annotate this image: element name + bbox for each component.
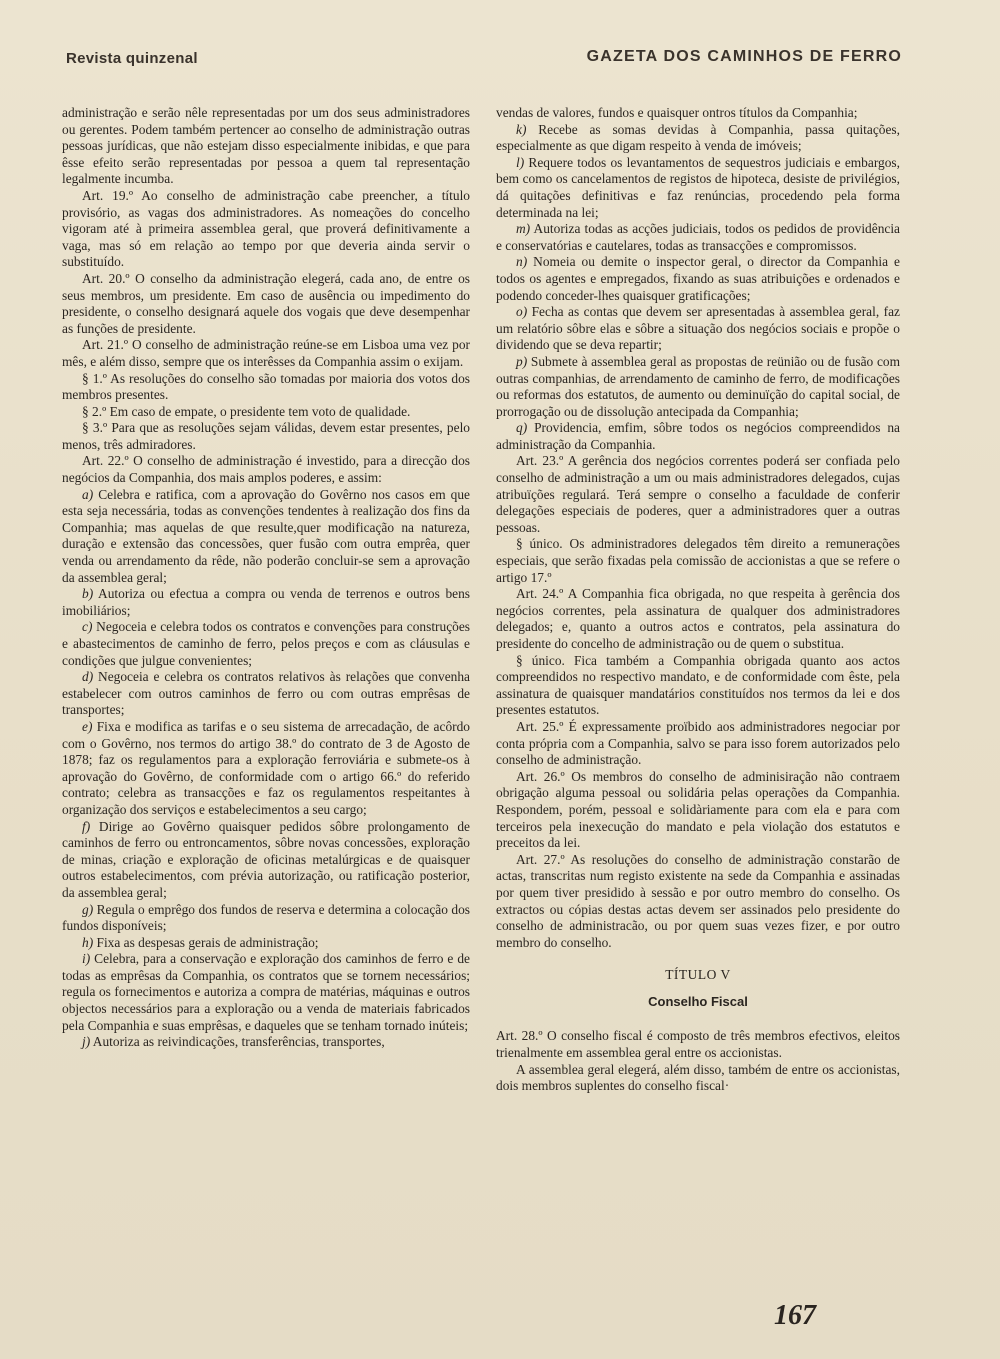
paragraph [62, 453, 470, 486]
header-right: GAZETA DOS CAMINHOS DE FERRO [586, 48, 902, 65]
paragraph-text: administração e serão nêle representadas por um dos seus administradores ou gerentes. Podem também pertencer ao conselho de administração outras pessoas jurídicas, que não estejam disso especialmente inibidas, e que para êsse efeito serão representadas por pessoa a quem tal representação legalmente incumba. [62, 105, 470, 187]
paragraph-text: Autoriza ou efectua a compra ou venda de terrenos e outros bens imobiliários; [62, 586, 470, 618]
item-label: q) [516, 420, 528, 436]
paragraph [62, 487, 470, 587]
item-label: c) [82, 619, 93, 635]
paragraph-text: vendas de valores, fundos e quaisquer ontros títulos da Companhia; [496, 105, 858, 120]
paragraph [496, 155, 900, 221]
paragraph [496, 122, 900, 155]
paragraph-text: Autoriza todas as acções judiciais, todos os pedidos de providência e conservatórias e cautelares, todas as transacções e compromissos. [496, 221, 900, 253]
paragraph-text: Celebra e ratifica, com a aprovação do Govêrno nos casos em que esta seja necessária, todas as convenções tendentes à realização dos fins da Companhia; mas aquelas de que resulte,quer modificação na natureza, duração e extensão das concessões, quer fusão com outra emprêa, quer venda ou arrendamento da rêde, não poderão concluir-se sem a aprovação da assemblea geral; [62, 486, 470, 585]
paragraph-text: Providencia, emfim, sôbre todos os negócios compreendidos na administração da Companhia. [496, 420, 900, 452]
item-label: l) [516, 154, 525, 170]
item-label: a) [82, 486, 94, 502]
section-subtitle: Conselho Fiscal [648, 993, 748, 1009]
item-label: o) [516, 304, 528, 320]
paragraph-text: Art. 21.º O conselho de administração reúne-se em Lisboa uma vez por mês, e além disso, sempre que os interêsses da Companhia assim o exijam. [62, 337, 470, 369]
item-label: i) [82, 951, 91, 967]
paragraph-text: Fecha as contas que devem ser apresentadas à assemblea geral, faz um relatório sôbre elas e sôbre a situação dos negócios sociais e propõe o dividendo que se deva repartir; [496, 304, 900, 353]
paragraph-text: A assemblea geral elegerá, além disso, também de entre os accionistas, dois membros suplentes do conselho fiscal· [496, 1061, 900, 1094]
paragraph [62, 935, 470, 952]
paragraph [62, 951, 470, 1034]
paragraph [496, 769, 900, 852]
paragraph-text: Art. 28.º O conselho fiscal é composto de três membros efectivos, eleitos trienalmente em assemblea geral entre os accionistas. [496, 1028, 900, 1061]
item-label: g) [82, 901, 94, 917]
paragraph-text: Celebra, para a conservação e exploração dos caminhos de ferro e de todas as emprêsas da Companhia, os contratos que se tornem necessários; regula os fornecimentos e autoriza a compra de matérias, máquinas e outros objectos necessários para a exploração ou a venda de materiais fabricados pela Companhia e suas emprêsas, e daqueles que se tenham tornado inúteis; [62, 951, 470, 1033]
paragraph-text: Art. 23.º A gerência dos negócios correntes poderá ser confiada pelo conselho de administração a um ou mais administradores delegados, cujas atribuïções regulará. Terá sempre o conselho a faculdade de conferir delegações especiais de poderes, quer a administradores quer a outras pessoas. [496, 453, 900, 535]
paragraph [62, 105, 470, 188]
paragraph [62, 1034, 470, 1051]
paragraph [496, 1062, 900, 1095]
paragraph-text: Art. 26.º Os membros do conselho de adminisiração não contraem obrigação alguma pessoal ou solidária pelas operações da Companhia. Respondem, porém, pessoal e solidàriamente para com ela e para com terceiros pela inexecução do mandato e pela violação dos estatutos e preceitos da lei. [496, 768, 900, 851]
paragraph [496, 105, 900, 122]
paragraph [496, 420, 900, 453]
paragraph-text: Requere todos os levantamentos de sequestros judiciais e embargos, bem como os cancelamentos de registos de hipoteca, desiste de privilégios, dá quitações definitivas e faz renúncias, procedendo pela forma determinada na lei; [496, 154, 900, 220]
paragraph [62, 902, 470, 935]
paragraph [496, 453, 900, 536]
paragraph-text: Art. 22.º O conselho de administração é investido, para a direcção dos negócios da Companhia, dos mais amplos poderes, e assim: [62, 453, 470, 486]
paragraph [496, 653, 900, 719]
paragraph [496, 1028, 900, 1061]
paragraph [496, 221, 900, 254]
paragraph [62, 188, 470, 271]
paragraph-text: Art. 20.º O conselho da administração elegerá, cada ano, de entre os seus membros, um presidente. Em caso de ausência ou impedimento do presidente, o conselho designará aquele dos vogais que deve desempenhar as funções de presidente. [62, 270, 470, 336]
paragraph-text: Negoceia e celebra todos os contratos e convenções para construções e abastecimentos de caminho de ferro, pelos preços e com as cláusulas e condições que julgue convenientes; [62, 619, 470, 668]
paragraph [62, 619, 470, 669]
paragraph-text: Regula o emprêgo dos fundos de reserva e determina a colocação dos fundos disponíveis; [62, 901, 470, 934]
paragraph-text: Autoriza as reivindicações, transferências, transportes, [90, 1034, 385, 1050]
paragraph-text: § único. Fica também a Companhia obrigada quanto aos actos compreendidos no respectivo mandato, e de conformidade com êste, pela assinatura de quaisquer mandatários constituídos nos termos da lei e dos presentes estatutos. [496, 652, 900, 718]
paragraph [496, 719, 900, 769]
page-number: 167 [774, 1300, 816, 1331]
item-label: d) [82, 669, 94, 685]
paragraph-text: Negoceia e celebra os contratos relativos às relações que convenha estabelecer com outros caminhos de ferro ou com outras emprêsas de transportes; [62, 669, 470, 718]
paragraph-text: Submete à assemblea geral as propostas de reünião ou de fusão com outras companhias, de arrendamento de caminho de ferro, de modificações ou reformas dos estatutos, de aumento ou deminuïção do capital social, de prorrogação ou de dissolução antecipada da Companhia; [496, 353, 900, 419]
header-left: Revista quinzenal [66, 50, 198, 67]
paragraph [496, 254, 900, 304]
paragraph [62, 404, 470, 421]
item-label: m) [516, 221, 531, 237]
paragraph-text: Recebe as somas devidas à Companhia, passa quitações, especialmente as que digam respeito à venda de imóveis; [496, 121, 900, 154]
item-label: f) [82, 818, 91, 834]
item-label: e) [82, 718, 93, 734]
paragraph-text: § 3.º Para que as resoluções sejam válidas, devem estar presentes, pelo menos, três admiradores. [62, 420, 470, 452]
paragraph-text: Art. 24.º A Companhia fica obrigada, no que respeita à gerência dos negócios correntes, pela assinatura de qualquer dos administradores delegados; e, quanto a outros actos e contratos, pela assinatura do presidente do concelho de administração ou de quem o substitua. [496, 586, 900, 651]
paragraph-text: Fixa as despesas gerais de administração; [93, 934, 319, 950]
paragraph [62, 271, 470, 337]
paragraph-text: Art. 25.º É expressamente proïbido aos administradores negociar por conta própria com a Companhia, salvo se para isso forem autorizados pelo conselho de administração. [496, 718, 900, 768]
paragraph-text: Art. 19.º Ao conselho de administração cabe preencher, a título provisório, as vagas dos administradores. As nomeações do concelho vigoram até à primeira assemblea geral, que proverá definitivamente a vaga, mas só em relação ao tempo por que deveria ainda servir o substituído. [62, 187, 470, 270]
paragraph [62, 371, 470, 404]
paragraph-text: § 2.º Em caso de empate, o presidente tem voto de qualidade. [82, 403, 411, 419]
paragraph [62, 337, 470, 370]
paragraph [496, 852, 900, 952]
right-column [496, 105, 900, 1095]
paragraph [496, 586, 900, 652]
paragraph-text: § 1.º As resoluções do conselho são tomadas por maioria dos votos dos membros presentes. [62, 370, 470, 403]
item-label: n) [516, 254, 528, 270]
paragraph [62, 420, 470, 453]
paragraph-text: § único. Os administradores delegados têm direito a remunerações especiais, que serão fixadas pela comissão de accionistas a que se refere o artigo 17.º [496, 536, 900, 585]
item-label: k) [516, 121, 527, 137]
item-label: b) [82, 586, 94, 602]
paragraph [62, 669, 470, 719]
paragraph [62, 586, 470, 619]
paragraph [496, 536, 900, 586]
paragraph-text: Dirige ao Govêrno quaisquer pedidos sôbre prolongamento de caminhos de ferro ou entroncamentos, sôbre novas concessões, exploração de minas, criação e exploração de oficinas metalúrgicas e de quaisquer outros estabelecimentos, com prévia autorização, ou ratificação posterior, da assemblea geral; [62, 818, 470, 900]
paragraph [496, 354, 900, 420]
paragraph [62, 819, 470, 902]
item-label: h) [82, 934, 94, 950]
paragraph-text: Nomeia ou demite o inspector geral, o director da Companhia e todos os agentes e empregados, fixando as suas atribuições e ordenados e podendo conceder-lhes quaisquer gratificações; [496, 254, 900, 303]
section-title: TÍTULO V [665, 967, 731, 983]
item-label: j) [82, 1034, 91, 1050]
paragraph [496, 304, 900, 354]
paragraph-text: Fixa e modifica as tarifas e o seu sistema de arrecadação, de acôrdo com o Govêrno, nos termos do artigo 38.º do contrato de 3 de Agosto de 1878; faz os regulamentos para a exploração ferroviária e submete-os à aprovação do Govêrno, de conformidade com o artigo 66.º do referido contrato; celebra as transacções e faz os regulamentos respeitantes à organização dos serviços e estabelecimentos a seu cargo; [62, 718, 470, 817]
paragraph-text: Art. 27.º As resoluções do conselho de administração constarão de actas, transcritas num registo existente na sede da Companhia e assinadas por quem tiver presidido à sessão e por outro membro do conselho. Os extractos ou cópias destas actas devem ser assinados pelo presidente do conselho de administracão, ou por quem suas vezes fizer, e por outro membro do conselho. [496, 851, 900, 950]
left-column [62, 105, 470, 1051]
paragraph [62, 719, 470, 819]
item-label: p) [516, 353, 528, 369]
